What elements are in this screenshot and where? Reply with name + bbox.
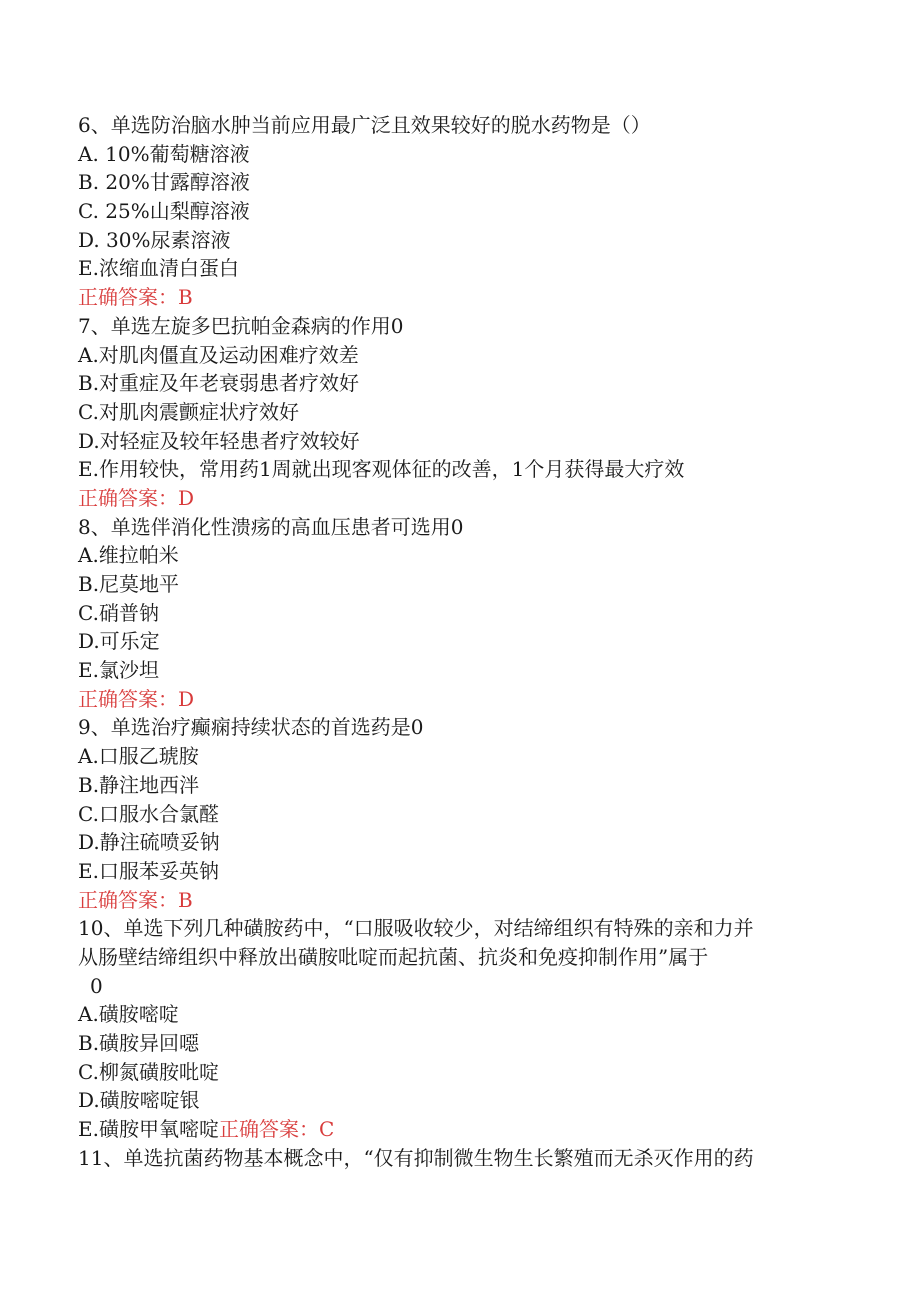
correct-answer: 正确答案：B [78,285,193,310]
option: E.作用较快，常用药1周就出现客观体征的改善，1个月获得最大疗效 [78,457,685,482]
option: E.氯沙坦 [78,658,159,683]
option: B.尼莫地平 [78,572,180,596]
option: E.浓缩血清白蛋白 [78,256,239,281]
option: A. 10%葡萄糖溶液 [78,141,250,166]
question-stem: 9、单选治疗癫痫持续状态的首选药是0 [78,715,424,740]
option-with-answer [78,1115,818,1144]
option: A.磺胺嘧啶 [78,1002,179,1027]
option: C.柳氮磺胺吡啶 [78,1059,219,1084]
question-stem: 6、单选防治脑水肿当前应用最广泛且效果较好的脱水药物是（） [78,113,651,137]
option: C.口服水合氯醛 [78,801,219,826]
option: C. 25%山梨醇溶液 [78,199,250,224]
question-stem: 11、单选抗菌药物基本概念中，“仅有抑制微生物生长繁殖而无杀灭作用的药 [78,1145,754,1170]
option: D.可乐定 [78,629,160,654]
option: D.静注硫喷妥钠 [78,830,220,855]
option: C.对肌肉震颤症状疗效好 [78,399,299,424]
option: E.磺胺甲氧嘧啶 [78,1117,219,1142]
option: D.磺胺嘧啶银 [78,1088,200,1113]
question-stem: 8、单选伴消化性溃疡的高血压患者可选用0 [78,514,464,539]
question-stem-line: 10、单选下列几种磺胺药中，“口服吸收较少，对结缔组织有特殊的亲和力并 [78,916,754,941]
option: C.硝普钠 [78,600,159,625]
option: A.对肌肉僵直及运动困难疗效差 [78,342,359,367]
question-stem-line: 从肠壁结缔组织中释放出磺胺吡啶而起抗菌、抗炎和免疫抑制作用”属于 [78,944,709,969]
option: B.静注地西泮 [78,772,200,797]
question-stem-line: 0 [90,973,103,998]
document-page [78,111,818,1172]
option: E.口服苯妥英钠 [78,858,219,883]
option: A.口服乙琥胺 [78,744,199,769]
correct-answer: 正确答案：C [218,1117,335,1142]
option: D.对轻症及较年轻患者疗效较好 [78,428,360,453]
option: D. 30%尿素溶液 [78,227,231,252]
correct-answer: 正确答案：D [78,485,195,510]
option: B.对重症及年老衰弱患者疗效好 [78,371,360,396]
question-stem: 7、单选左旋多巴抗帕金森病的作用0 [78,313,404,338]
correct-answer: 正确答案：D [78,686,195,711]
option: A.维拉帕米 [78,543,179,568]
option: B. 20%甘露醇溶液 [78,170,250,195]
option: B.磺胺异回噁 [78,1031,200,1055]
correct-answer: 正确答案：B [78,887,193,912]
